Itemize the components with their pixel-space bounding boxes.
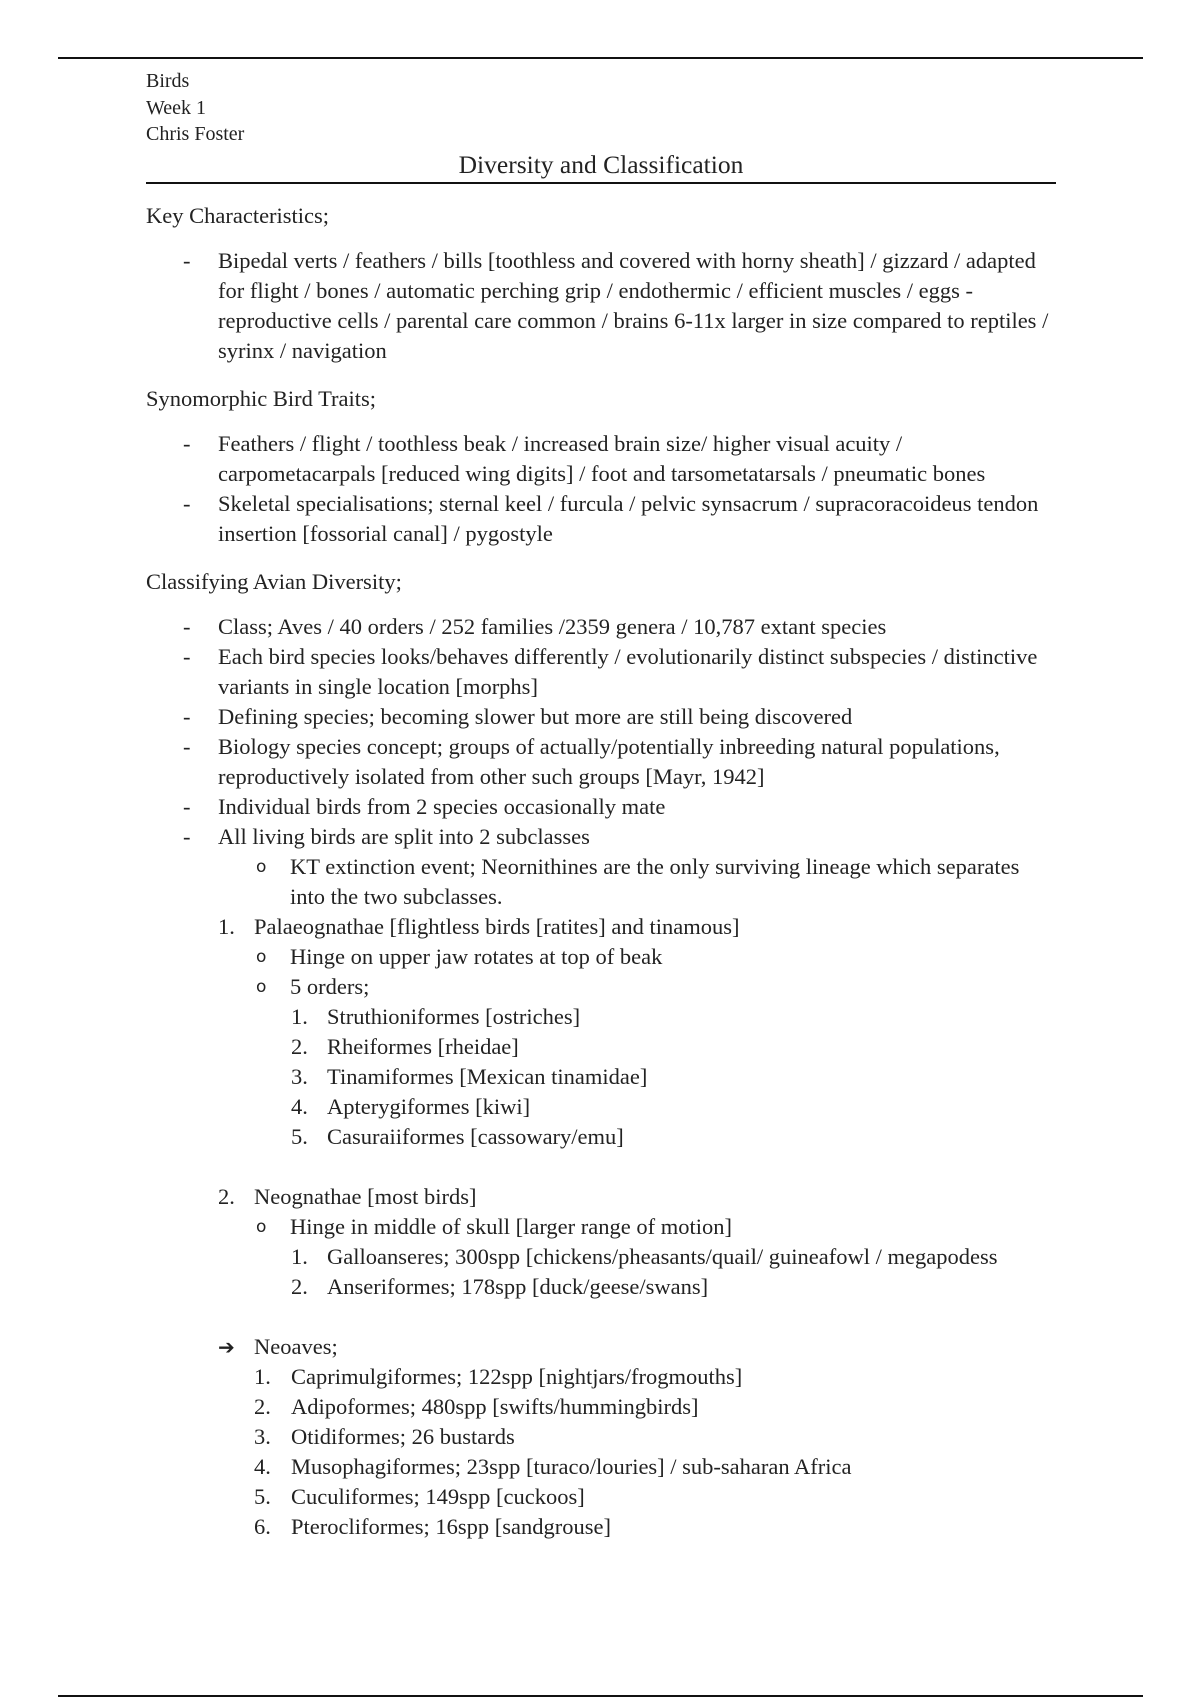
- list-number: 5.: [291, 1123, 308, 1149]
- order-text: Apterygiformes [kiwi]: [327, 1093, 531, 1119]
- synomorphic-list: [146, 429, 1056, 549]
- list-item-text: Defining species; becoming slower but more are still being discovered: [218, 703, 853, 729]
- order-item: [146, 1062, 1056, 1092]
- list-item-text: Skeletal specialisations; sternal keel / furcula / pelvic synsacrum / supracoracoideus tendon insertion [fossorial canal] / pygostyle: [218, 490, 1039, 546]
- group-text: Galloanseres; 300spp [chickens/pheasants/quail/ guineafowl / megapodess: [327, 1243, 998, 1269]
- list-item: [146, 489, 1056, 549]
- dash-bullet: -: [183, 733, 191, 759]
- circle-bullet: o: [256, 856, 267, 877]
- group-item: [146, 1272, 1056, 1302]
- order-text: Adipoformes; 480spp [swifts/hummingbirds]: [291, 1393, 699, 1419]
- order-item: [146, 1032, 1056, 1062]
- list-number: 1.: [291, 1003, 308, 1029]
- spacer: [146, 1302, 1056, 1332]
- classifying-list: [146, 612, 1056, 852]
- neoaves-order-item: [146, 1392, 1056, 1422]
- dash-bullet: -: [183, 430, 191, 456]
- list-item-text: Each bird species looks/behaves differently / evolutionarily distinct subspecies / distinctive variants in single location [morphs]: [218, 643, 1038, 699]
- dash-bullet: -: [183, 793, 191, 819]
- subclass-label: Neognathae [most birds]: [254, 1183, 477, 1209]
- page-title: Diversity and Classification: [146, 150, 1056, 184]
- order-text: Caprimulgiformes; 122spp [nightjars/frogmouths]: [291, 1363, 743, 1389]
- dash-bullet: -: [183, 247, 191, 273]
- order-text: Rheiformes [rheidae]: [327, 1033, 519, 1059]
- neoaves-label: Neoaves;: [254, 1333, 338, 1359]
- list-item: [146, 792, 1056, 822]
- list-item: [146, 612, 1056, 642]
- section-heading-synomorphic: Synomorphic Bird Traits;: [146, 385, 377, 411]
- order-item: [146, 1092, 1056, 1122]
- neoaves-heading: [146, 1332, 1056, 1362]
- order-text: Cuculiformes; 149spp [cuckoos]: [291, 1483, 585, 1509]
- dash-bullet: -: [183, 613, 191, 639]
- spacer: [146, 1152, 1056, 1182]
- list-item: [146, 702, 1056, 732]
- course-name: Birds: [146, 70, 190, 92]
- list-item-text: 5 orders;: [290, 973, 370, 999]
- neognathae-hinge: [146, 1212, 1056, 1242]
- list-item-text: Bipedal verts / feathers / bills [toothless and covered with horny sheath] / gizzard / adapted for flight / bones / automatic perching grip / endothermic / efficient muscles / eggs -reproductive cells / parental care common / brains 6-11x larger in size compared to reptiles / syrinx / navigation: [218, 247, 1049, 363]
- list-item-text: Biology species concept; groups of actually/potentially inbreeding natural populations, reproductively isolated from other such groups [Mayr, 1942]: [218, 733, 1000, 789]
- list-number: 6.: [254, 1513, 271, 1539]
- week-label: Week 1: [146, 96, 207, 119]
- order-text: Casuraiiformes [cassowary/emu]: [327, 1123, 624, 1149]
- list-number: 2.: [291, 1273, 308, 1299]
- list-number: 1.: [218, 913, 235, 939]
- neoaves-order-item: [146, 1362, 1056, 1392]
- list-number: 1.: [254, 1363, 271, 1389]
- list-item: [146, 642, 1056, 702]
- list-item-text: Hinge in middle of skull [larger range of motion]: [290, 1213, 732, 1239]
- list-item: [146, 429, 1056, 489]
- bottom-rule: [58, 1695, 1143, 1697]
- circle-bullet: o: [256, 946, 267, 967]
- list-item-text: All living birds are split into 2 subclasses: [218, 823, 590, 849]
- dash-bullet: -: [183, 643, 191, 669]
- neoaves-order-item: [146, 1482, 1056, 1512]
- list-item-text: KT extinction event; Neornithines are the only surviving lineage which separates into the two subclasses.: [290, 853, 1020, 909]
- dash-bullet: -: [183, 490, 191, 516]
- list-number: 1.: [291, 1243, 308, 1269]
- section-heading-classifying: Classifying Avian Diversity;: [146, 568, 402, 594]
- list-number: 3.: [291, 1063, 308, 1089]
- circle-bullet: o: [256, 976, 267, 997]
- palaeognathae-orders-label: [146, 972, 1056, 1002]
- neoaves-order-item: [146, 1452, 1056, 1482]
- key-characteristics-list: [146, 246, 1056, 366]
- list-item: [146, 732, 1056, 792]
- list-number: 5.: [254, 1483, 271, 1509]
- dash-bullet: -: [183, 703, 191, 729]
- top-rule: [58, 57, 1143, 59]
- order-item: [146, 1122, 1056, 1152]
- group-item: [146, 1242, 1056, 1272]
- list-item-text: Hinge on upper jaw rotates at top of beak: [290, 943, 663, 969]
- circle-bullet: o: [256, 1216, 267, 1237]
- list-number: 2.: [218, 1183, 235, 1209]
- order-text: Tinamiformes [Mexican tinamidae]: [327, 1063, 648, 1089]
- order-text: Struthioniformes [ostriches]: [327, 1003, 581, 1029]
- author-name: Chris Foster: [146, 123, 245, 145]
- list-item-text: Class; Aves / 40 orders / 252 families /2359 genera / 10,787 extant species: [218, 613, 887, 639]
- arrow-right-icon: ➔: [218, 1334, 235, 1359]
- section-heading-key-characteristics: Key Characteristics;: [146, 202, 330, 228]
- kt-extinction-note: [146, 852, 1056, 912]
- document-page: [146, 68, 1056, 1542]
- list-item-text: Individual birds from 2 species occasionally mate: [218, 793, 666, 819]
- list-item: [146, 246, 1056, 366]
- list-number: 2.: [291, 1033, 308, 1059]
- order-text: Musophagiformes; 23spp [turaco/louries] / sub-saharan Africa: [291, 1453, 852, 1479]
- list-item-text: Feathers / flight / toothless beak / increased brain size/ higher visual acuity / carpometacarpals [reduced wing digits] / foot and tarsometatarsals / pneumatic bones: [218, 430, 986, 486]
- list-number: 4.: [291, 1093, 308, 1119]
- dash-bullet: -: [183, 823, 191, 849]
- palaeognathae-hinge: [146, 942, 1056, 972]
- group-text: Anseriformes; 178spp [duck/geese/swans]: [327, 1273, 709, 1299]
- subclass-label: Palaeognathae [flightless birds [ratites] and tinamous]: [254, 913, 740, 939]
- order-text: Otidiformes; 26 bustards: [291, 1423, 515, 1449]
- neoaves-order-item: [146, 1512, 1056, 1542]
- order-item: [146, 1002, 1056, 1032]
- document-header: [146, 68, 1056, 148]
- order-text: Pterocliformes; 16spp [sandgrouse]: [291, 1513, 611, 1539]
- list-number: 4.: [254, 1453, 271, 1479]
- neoaves-order-item: [146, 1422, 1056, 1452]
- subclass-palaeognathae: [146, 912, 1056, 942]
- list-item: [146, 822, 1056, 852]
- list-number: 3.: [254, 1423, 271, 1449]
- list-number: 2.: [254, 1393, 271, 1419]
- subclass-neognathae: [146, 1182, 1056, 1212]
